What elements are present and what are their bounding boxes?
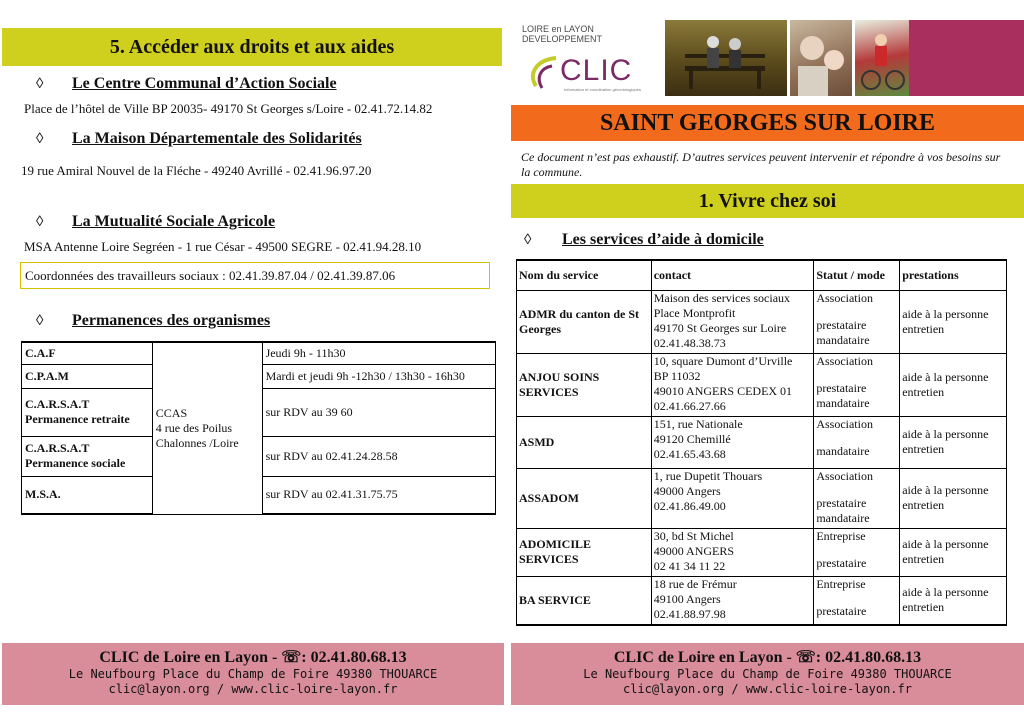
table-row (517, 290, 1007, 353)
table-row (22, 342, 496, 364)
col-header-name: Nom du service (517, 260, 652, 290)
logo-line-2: DEVELOPPEMENT (522, 34, 603, 44)
clic-logo (518, 20, 642, 96)
ccas-heading (36, 75, 337, 93)
col-header-contact: contact (651, 260, 814, 290)
ccas-title: Le Centre Communal d’Action Sociale (72, 75, 337, 92)
ccas-address: Place de l’hôtel de Ville BP 20035- 49170 St Georges s/Loire - 02.41.72.14.82 (24, 101, 433, 116)
services-heading (524, 231, 764, 249)
service-name: ASMD (517, 416, 652, 468)
service-status: Association prestataire mandataire (814, 468, 900, 528)
service-status: Association prestataire mandataire (814, 290, 900, 353)
logo-swoosh-icon (526, 52, 562, 92)
diamond-bullet-icon: ◊ (36, 213, 44, 230)
col-header-status: Statut / mode (814, 260, 900, 290)
schedule-cell: sur RDV au 39 60 (262, 388, 495, 436)
footer-title: CLIC de Loire en Layon - ☏: 02.41.80.68.13 (99, 649, 407, 666)
table-row (517, 416, 1007, 468)
mds-title: La Maison Départementale des Solidarités (72, 130, 362, 147)
service-prestations: aide à la personne entretien (900, 576, 1007, 625)
social-workers-box (20, 262, 490, 289)
permanences-table (21, 341, 496, 515)
section-1-banner: 1. Vivre chez soi (511, 184, 1024, 218)
social-workers-text: Coordonnées des travailleurs sociaux : 02.41.39.87.04 / 02.41.39.87.06 (25, 267, 396, 283)
footer-left (2, 643, 504, 705)
table-row (517, 576, 1007, 625)
service-status: Association mandataire (814, 416, 900, 468)
section-5-banner: 5. Accéder aux droits et aux aides (2, 28, 502, 66)
schedule-cell: sur RDV au 02.41.24.28.58 (262, 436, 495, 476)
logo-brand: CLIC (560, 54, 633, 87)
org-cell: C.A.R.S.A.T Permanence sociale (22, 436, 153, 476)
footer-web: clic@layon.org / www.clic-loire-layon.fr (623, 682, 912, 696)
photo-elderly-couple-bench (665, 20, 787, 96)
footer-web: clic@layon.org / www.clic-loire-layon.fr (108, 682, 398, 696)
org-cell: M.S.A. (22, 476, 153, 514)
footer-right (511, 643, 1024, 705)
service-prestations: aide à la personne entretien (900, 353, 1007, 416)
schedule-cell: Mardi et jeudi 9h -12h30 / 13h30 - 16h30 (262, 364, 495, 388)
service-status: Association prestataire mandataire (814, 353, 900, 416)
table-header-row (517, 260, 1007, 290)
table-row (517, 528, 1007, 576)
service-name: ADOMICILE SERVICES (517, 528, 652, 576)
service-name: ADMR du canton de St Georges (517, 290, 652, 353)
page-title: SAINT GEORGES SUR LOIRE (511, 105, 1024, 141)
msa-heading (36, 213, 275, 231)
table-row (517, 468, 1007, 528)
service-contact: 151, rue Nationale 49120 Chemillé 02.41.65.43.68 (651, 416, 814, 468)
service-contact: 30, bd St Michel 49000 ANGERS 02 41 34 11 22 (651, 528, 814, 576)
service-name: ASSADOM (517, 468, 652, 528)
footer-address: Le Neufbourg Place du Champ de Foire 49380 THOUARCE (68, 667, 438, 681)
diamond-bullet-icon: ◊ (36, 130, 44, 147)
schedule-cell: Jeudi 9h - 11h30 (262, 342, 495, 364)
service-contact: 18 rue de Frémur 49100 Angers 02.41.88.97.98 (651, 576, 814, 625)
service-prestations: aide à la personne entretien (900, 290, 1007, 353)
service-contact: 1, rue Dupetit Thouars 49000 Angers 02.41.86.49.00 (651, 468, 814, 528)
schedule-cell: sur RDV au 02.41.31.75.75 (262, 476, 495, 514)
footer-address: Le Neufbourg Place du Champ de Foire 49380 THOUARCE (583, 667, 952, 681)
diamond-bullet-icon: ◊ (36, 312, 44, 329)
service-prestations: aide à la personne entretien (900, 468, 1007, 528)
diamond-bullet-icon: ◊ (36, 75, 44, 92)
footer-title: CLIC de Loire en Layon - ☏: 02.41.80.68.13 (613, 649, 922, 666)
service-contact: 10, square Dumont d’Urville BP 11032 49010 ANGERS CEDEX 01 02.41.66.27.66 (651, 353, 814, 416)
decorative-strip (909, 20, 1024, 96)
mds-heading (36, 130, 362, 148)
services-table (516, 259, 1007, 626)
diamond-bullet-icon: ◊ (524, 231, 532, 248)
service-name: BA SERVICE (517, 576, 652, 625)
permanences-heading (36, 312, 270, 330)
table-row (517, 353, 1007, 416)
logo-line-1: LOIRE en LAYON (522, 24, 594, 34)
org-cell: C.P.A.M (22, 364, 153, 388)
org-cell: C.A.F (22, 342, 153, 364)
service-prestations: aide à la personne entretien (900, 528, 1007, 576)
msa-address: MSA Antenne Loire Segréen - 1 rue César - 49500 SEGRE - 02.41.94.28.10 (24, 239, 422, 254)
permanences-title: Permanences des organismes (72, 312, 271, 329)
col-header-prestations: prestations (900, 260, 1007, 290)
photo-people-cycling (855, 20, 909, 96)
service-status: Entreprise prestataire (814, 576, 900, 625)
service-name: ANJOU SOINS SERVICES (517, 353, 652, 416)
msa-title: La Mutualité Sociale Agricole (72, 213, 276, 230)
org-cell: C.A.R.S.A.T Permanence retraite (22, 388, 153, 436)
service-prestations: aide à la personne entretien (900, 416, 1007, 468)
photo-grandmother-child (790, 20, 852, 96)
service-contact: Maison des services sociaux Place Montprofit 49170 St Georges sur Loire 02.41.48.38.73 (651, 290, 814, 353)
intro-text: Ce document n’est pas exhaustif. D’autres services peuvent intervenir et répondre à vos besoins sur la commune. (521, 150, 1001, 179)
logo-tagline: Information et coordination gérontologiques (564, 87, 641, 92)
ccas-location-cell: CCAS 4 rue des Poilus Chalonnes /Loire (152, 342, 262, 514)
service-status: Entreprise prestataire (814, 528, 900, 576)
services-title: Les services d’aide à domicile (562, 231, 764, 248)
mds-address: 19 rue Amiral Nouvel de la Fléche - 49240 Avrillé - 02.41.96.97.20 (21, 163, 372, 178)
